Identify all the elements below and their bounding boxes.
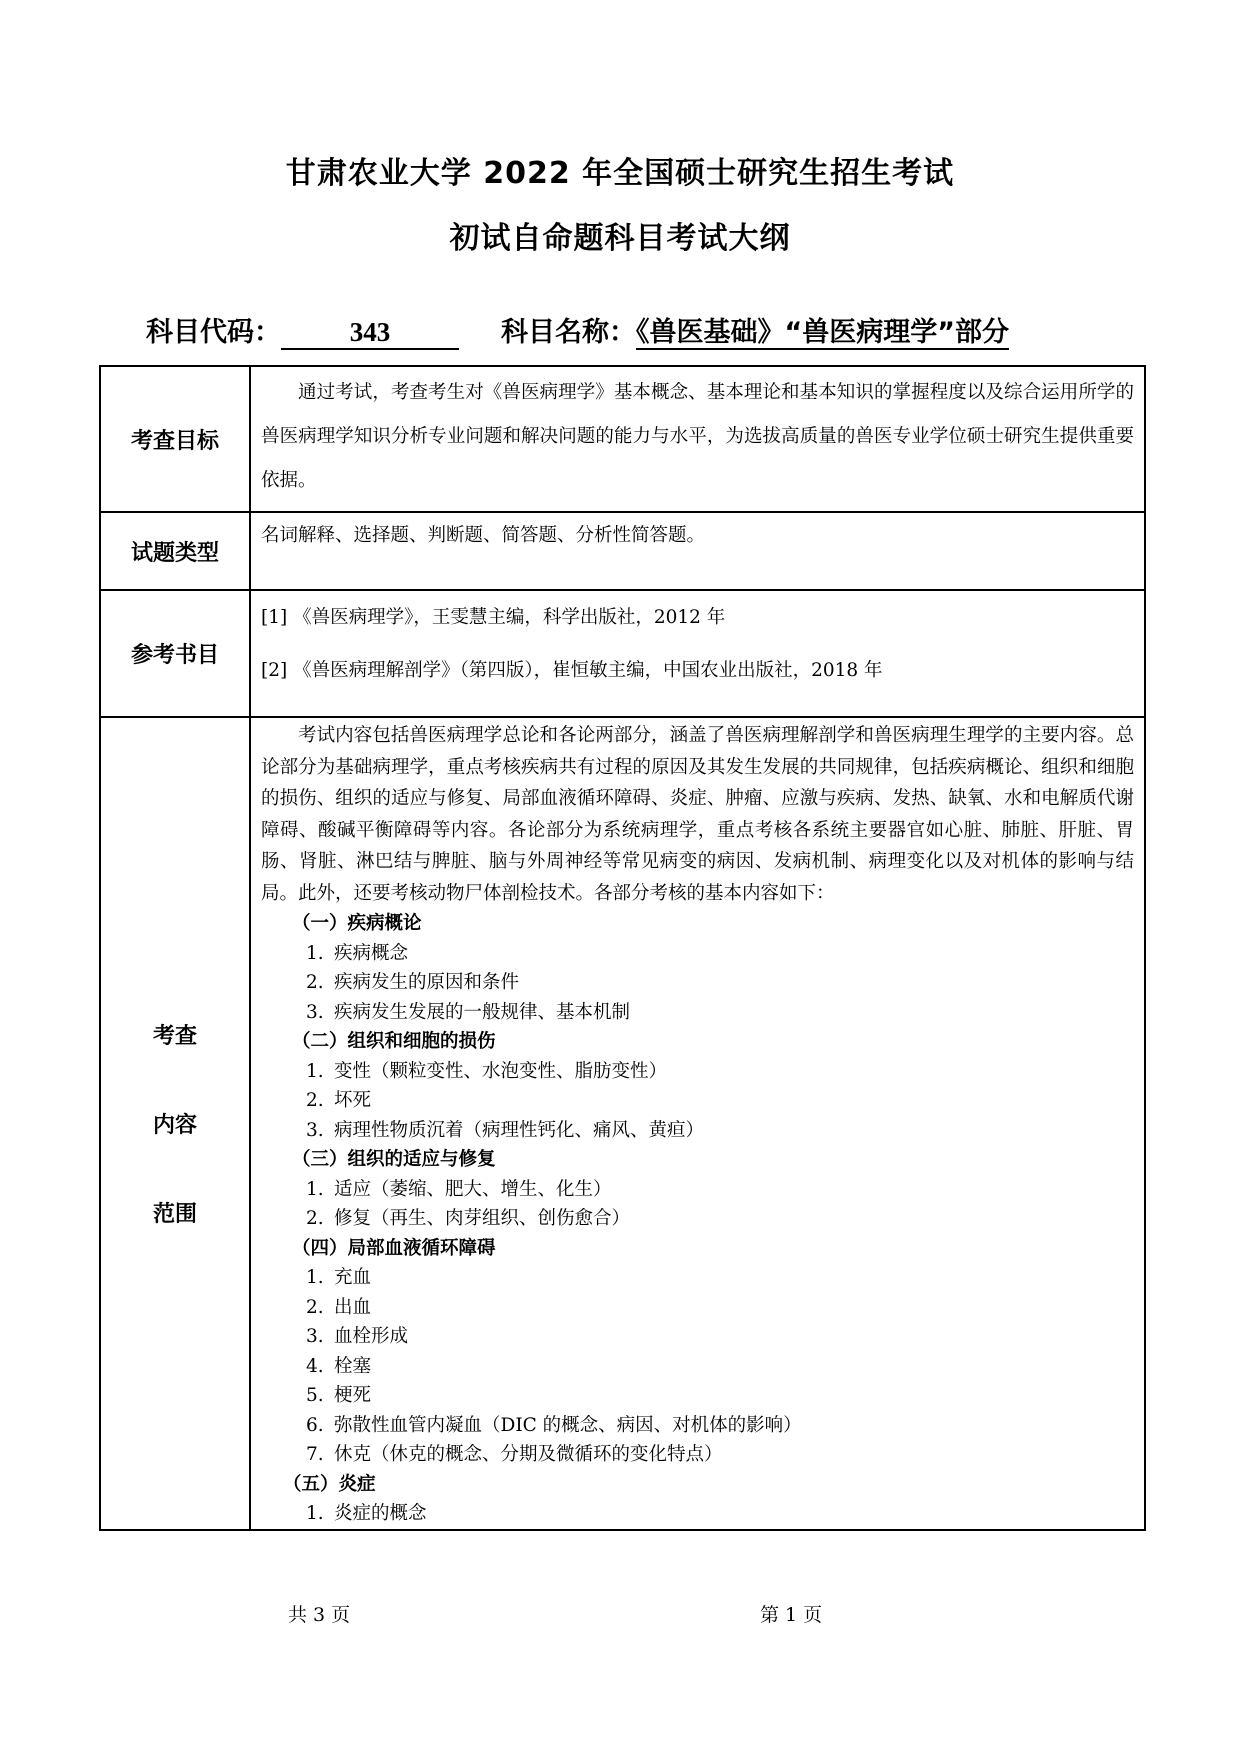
list-item-number: 3. bbox=[306, 1001, 324, 1023]
section-list-item bbox=[251, 968, 1144, 998]
section-list-item bbox=[251, 1440, 1144, 1470]
list-item-number: 2. bbox=[306, 972, 324, 993]
list-item-text: 疾病发生发展的一般规律、基本机制 bbox=[334, 1001, 631, 1023]
list-item-text: 变性（颗粒变性、水泡变性、脂肪变性） bbox=[334, 1060, 668, 1082]
exam-content-sections bbox=[251, 909, 1144, 1529]
list-item-text: 适应（萎缩、肥大、增生、化生） bbox=[334, 1178, 612, 1200]
list-item-text: 出血 bbox=[334, 1296, 372, 1318]
list-item-text: 修复（再生、肉芽组织、创伤愈合） bbox=[334, 1208, 631, 1229]
list-item-number: 7. bbox=[306, 1444, 324, 1465]
list-item-text: 血栓形成 bbox=[334, 1326, 409, 1347]
section-list-item bbox=[251, 1057, 1144, 1087]
section-list-item bbox=[251, 998, 1144, 1028]
exam-content-label bbox=[101, 1019, 249, 1228]
list-item-number: 1. bbox=[306, 1503, 324, 1524]
document-title-line1: 甘肃农业大学 2022 年全国硕士研究生招生考试 bbox=[285, 156, 955, 191]
list-item-number: 1. bbox=[306, 1267, 324, 1288]
subject-name-value: 《兽医基础》“兽医病理学”部分 bbox=[636, 317, 1009, 348]
section-list-item bbox=[251, 939, 1144, 969]
subject-code-value: 343 bbox=[281, 316, 459, 350]
question-types-text: 名词解释、选择题、判断题、简答题、分析性简答题。 bbox=[261, 525, 706, 546]
list-item-text: 休克（休克的概念、分期及微循环的变化特点） bbox=[334, 1444, 723, 1465]
list-item-text: 梗死 bbox=[334, 1385, 372, 1406]
document-title-line2: 初试自命题科目考试大纲 bbox=[449, 221, 791, 256]
section-list-item bbox=[251, 1116, 1144, 1146]
section-list-item bbox=[251, 1499, 1144, 1529]
section-list-item bbox=[251, 1086, 1144, 1116]
list-item-number: 5. bbox=[306, 1385, 324, 1406]
exam-content-intro: 考试内容包括兽医病理学总论和各论两部分，涵盖了兽医病理解剖学和兽医病理生理学的主要内容。总论部分为基础病理学，重点考核疾病共有过程的原因及其发生发展的共同规律，包括疾病概论、组织和细胞的损伤、组织的适应与修复、局部血液循环障碍、炎症、肿瘤、应激与疾病、发热、缺氧、水和电解质代谢障碍、酸碱平衡障碍等内容。各论部分为系统病理学，重点考核各系统主要器官如心脏、肺脏、肝脏、胃肠、肾脏、淋巴结与脾脏、脑与外周神经等常见病变的病因、发病机制、病理变化以及对机体的影响与结局。此外，还要考核动物尸体剖检技术。各部分考核的基本内容如下： bbox=[261, 725, 1134, 904]
exam-content-label-part: 内容 bbox=[152, 1112, 197, 1138]
list-item-number: 3. bbox=[306, 1326, 324, 1347]
exam-goal-text: 通过考试，考查考生对《兽医病理学》基本概念、基本理论和基本知识的掌握程度以及综合运用所学的兽医病理学知识分析专业问题和解决问题的能力与水平，为选拔高质量的兽医专业学位硕士研究生提供重要依据。 bbox=[261, 382, 1134, 491]
row-references bbox=[100, 590, 1145, 717]
section-list-item bbox=[251, 1263, 1144, 1293]
section-heading: （一）疾病概论 bbox=[292, 913, 422, 934]
list-item-number: 1. bbox=[306, 1060, 324, 1082]
exam-goal-label: 考查目标 bbox=[100, 366, 250, 512]
question-types-label: 试题类型 bbox=[100, 512, 250, 590]
exam-content-label-part: 考查 bbox=[152, 1023, 197, 1049]
row-question-types bbox=[100, 512, 1145, 590]
list-item-text: 疾病概念 bbox=[334, 942, 409, 964]
list-item-text: 坏死 bbox=[334, 1090, 372, 1111]
exam-content-label-part: 范围 bbox=[152, 1201, 197, 1227]
list-item-number: 1. bbox=[306, 1178, 324, 1200]
list-item-number: 2. bbox=[306, 1296, 324, 1318]
section-list-item bbox=[251, 1175, 1144, 1205]
reference-item: [1] 《兽医病理学》，王雯慧主编，科学出版社，2012 年 bbox=[261, 607, 726, 628]
list-item-number: 6. bbox=[306, 1414, 324, 1436]
list-item-number: 2. bbox=[306, 1208, 324, 1229]
list-item-number: 4. bbox=[306, 1355, 324, 1377]
section-list-item bbox=[251, 1411, 1144, 1441]
section-list-item bbox=[251, 1322, 1144, 1352]
footer-total-pages: 共 3 页 bbox=[288, 1604, 351, 1626]
list-item-text: 栓塞 bbox=[334, 1355, 372, 1377]
syllabus-table bbox=[99, 365, 1146, 1531]
section-list-item bbox=[251, 1293, 1144, 1323]
subject-name-label: 科目名称： bbox=[501, 317, 636, 348]
section-heading: （二）组织和细胞的损伤 bbox=[292, 1031, 496, 1052]
references-label: 参考书目 bbox=[100, 590, 250, 717]
footer-page-number: 第 1 页 bbox=[760, 1604, 823, 1626]
row-exam-content bbox=[100, 717, 1145, 1530]
list-item-text: 炎症的概念 bbox=[334, 1503, 427, 1524]
section-heading: （三）组织的适应与修复 bbox=[292, 1149, 496, 1170]
list-item-number: 3. bbox=[306, 1119, 324, 1141]
list-item-text: 充血 bbox=[334, 1267, 372, 1288]
section-heading: （四）局部血液循环障碍 bbox=[292, 1237, 496, 1259]
list-item-text: 弥散性血管内凝血（DIC 的概念、病因、对机体的影响） bbox=[334, 1414, 802, 1436]
subject-code-label: 科目代码： bbox=[146, 317, 281, 348]
section-heading: （五）炎症 bbox=[283, 1473, 376, 1495]
list-item-text: 疾病发生的原因和条件 bbox=[334, 972, 520, 993]
row-exam-goal bbox=[100, 366, 1145, 512]
section-list-item bbox=[251, 1352, 1144, 1382]
section-list-item bbox=[251, 1381, 1144, 1411]
list-item-text: 病理性物质沉着（病理性钙化、痛风、黄疸） bbox=[334, 1119, 705, 1141]
section-list-item bbox=[251, 1204, 1144, 1234]
subject-info bbox=[146, 310, 1146, 350]
reference-item: [2] 《兽医病理解剖学》（第四版），崔恒敏主编，中国农业出版社，2018 年 bbox=[261, 660, 883, 681]
list-item-number: 1. bbox=[306, 942, 324, 964]
list-item-number: 2. bbox=[306, 1090, 324, 1111]
